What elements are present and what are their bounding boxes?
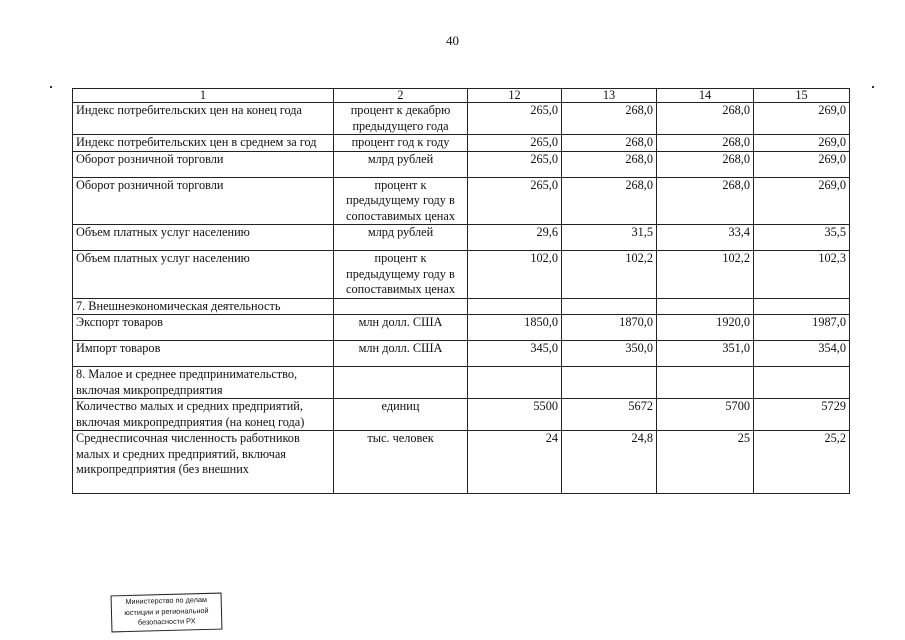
- row-label: Индекс потребительских цен в среднем за год: [73, 135, 334, 152]
- row-value: 268,0: [562, 103, 657, 135]
- table-row: [73, 399, 850, 431]
- table-row: [73, 341, 850, 367]
- row-value: 268,0: [657, 151, 754, 177]
- row-label: Объем платных услуг населению: [73, 251, 334, 299]
- row-value: 33,4: [657, 225, 754, 251]
- stamp-line: безопасности РХ: [137, 616, 196, 627]
- row-value: 265,0: [468, 135, 562, 152]
- row-value: 25: [657, 431, 754, 494]
- row-value: 268,0: [657, 103, 754, 135]
- row-value: 24: [468, 431, 562, 494]
- row-value: 35,5: [754, 225, 850, 251]
- row-label: Среднесписочная численность работников малых и средних предприятий, включая микропредприятия (без внешних: [76, 431, 300, 476]
- row-value: 265,0: [468, 151, 562, 177]
- row-value: 265,0: [468, 103, 562, 135]
- row-value: 29,6: [468, 225, 562, 251]
- table-header-row: [73, 89, 850, 103]
- row-value: 5700: [657, 399, 754, 431]
- row-value: 268,0: [657, 135, 754, 152]
- row-value: 269,0: [754, 177, 850, 225]
- row-unit: млрд рублей: [334, 151, 468, 177]
- row-value: 265,0: [468, 177, 562, 225]
- row-value: 1870,0: [562, 315, 657, 341]
- row-value: 269,0: [754, 151, 850, 177]
- row-value: 350,0: [562, 341, 657, 367]
- row-value: 269,0: [754, 135, 850, 152]
- row-label: Оборот розничной торговли: [73, 177, 334, 225]
- row-value: 351,0: [657, 341, 754, 367]
- scan-mark-left: [50, 86, 52, 88]
- row-value: 5729: [754, 399, 850, 431]
- row-value: 25,2: [754, 431, 850, 494]
- row-label: Экспорт товаров: [73, 315, 334, 341]
- row-value: 268,0: [562, 135, 657, 152]
- row-value: 269,0: [754, 103, 850, 135]
- scan-mark-right: [872, 86, 874, 88]
- ministry-stamp: [111, 593, 223, 633]
- table-row: [73, 431, 850, 494]
- row-value: 5500: [468, 399, 562, 431]
- row-unit: процент год к году: [334, 135, 468, 152]
- row-value: 345,0: [468, 341, 562, 367]
- row-unit: млрд рублей: [334, 225, 468, 251]
- section-title: 7. Внешнеэкономическая деятельность: [73, 298, 334, 315]
- column-header: 15: [754, 89, 850, 103]
- row-label: Индекс потребительских цен на конец года: [73, 103, 334, 135]
- row-label: Оборот розничной торговли: [73, 151, 334, 177]
- row-value: 268,0: [657, 177, 754, 225]
- table-row: [73, 151, 850, 177]
- section-row: [73, 367, 850, 399]
- row-label: Количество малых и средних предприятий, включая микропредприятия (на конец года): [73, 399, 334, 431]
- column-header: 13: [562, 89, 657, 103]
- row-unit: процент к предыдущему году в сопоставимых ценах: [334, 251, 468, 299]
- table-row: [73, 177, 850, 225]
- row-value: 354,0: [754, 341, 850, 367]
- stamp-line: юстиции и региональной: [124, 605, 209, 617]
- table-row: [73, 251, 850, 299]
- row-value: 1920,0: [657, 315, 754, 341]
- table-row: [73, 103, 850, 135]
- column-header: 14: [657, 89, 754, 103]
- column-header: 12: [468, 89, 562, 103]
- row-unit: процент к декабрю предыдущего года: [334, 103, 468, 135]
- row-value: 102,0: [468, 251, 562, 299]
- row-label: Импорт товаров: [73, 341, 334, 367]
- row-value: 102,2: [657, 251, 754, 299]
- row-unit: млн долл. США: [334, 315, 468, 341]
- column-header: 2: [334, 89, 468, 103]
- page-number: 40: [446, 33, 459, 48]
- row-value: 5672: [562, 399, 657, 431]
- table-row: [73, 135, 850, 152]
- section-row: [73, 298, 850, 315]
- stamp-line: Министерство по делам: [125, 594, 208, 607]
- row-value: 268,0: [562, 151, 657, 177]
- row-value: 24,8: [562, 431, 657, 494]
- row-value: 102,2: [562, 251, 657, 299]
- table-row: [73, 315, 850, 341]
- row-unit: тыс. человек: [334, 431, 468, 494]
- row-value: 268,0: [562, 177, 657, 225]
- row-unit: единиц: [334, 399, 468, 431]
- row-value: 102,3: [754, 251, 850, 299]
- column-header: 1: [73, 89, 334, 103]
- row-value: 31,5: [562, 225, 657, 251]
- indicators-table: [72, 88, 850, 494]
- row-unit: млн долл. США: [334, 341, 468, 367]
- row-value: 1987,0: [754, 315, 850, 341]
- section-title: 8. Малое и среднее предпринимательство, включая микропредприятия: [73, 367, 334, 399]
- row-unit: процент к предыдущему году в сопоставимых ценах: [334, 177, 468, 225]
- table-row: [73, 225, 850, 251]
- row-value: 1850,0: [468, 315, 562, 341]
- row-label: Объем платных услуг населению: [73, 225, 334, 251]
